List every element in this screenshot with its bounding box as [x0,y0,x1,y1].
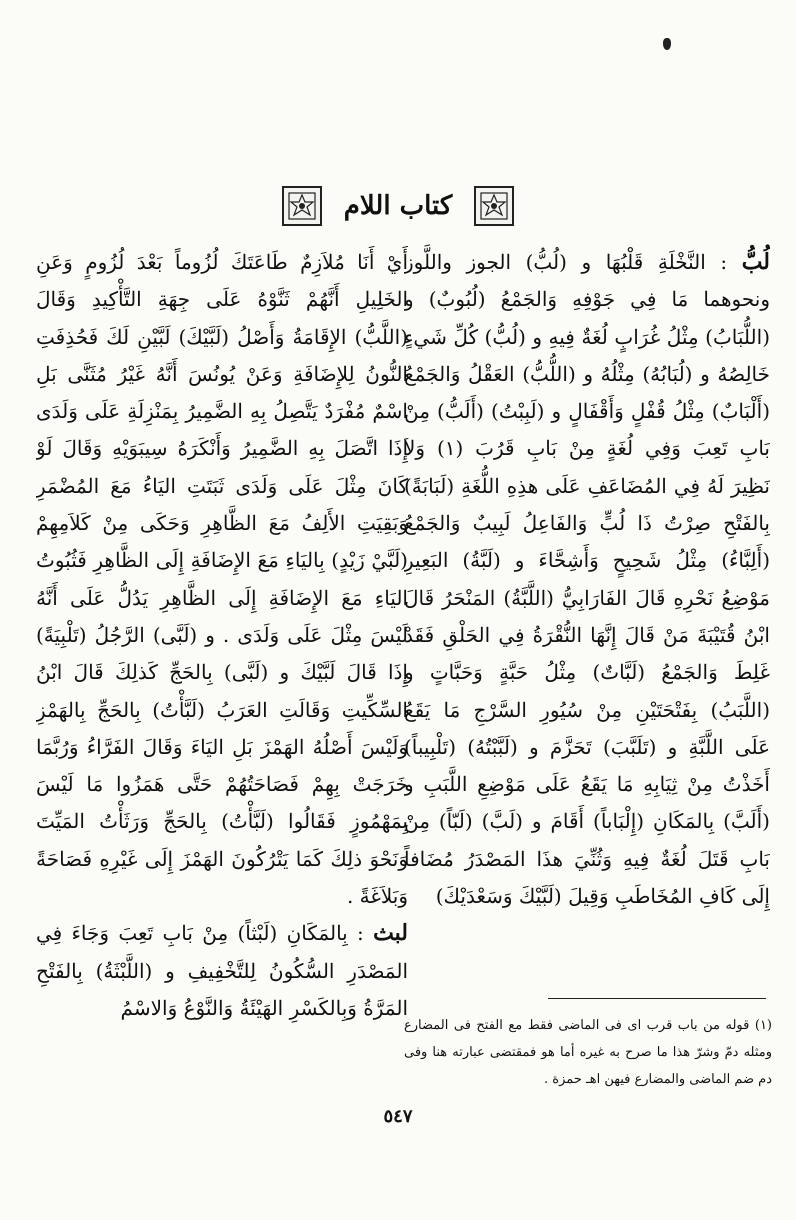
ink-mark [663,38,671,50]
footnote-divider [548,998,766,999]
right-column [404,244,770,984]
entry-lubb [404,244,770,915]
entry-headword: لُبُّ [741,249,770,275]
entry-continuation: أَيْ أَنَا مُلاَزِمٌ طَاعَتَكَ لُزُوماً بَعْدَ لُزُومٍ وَعَنِ الخَلِيلِ أَنَّهُمْ ثَنَّوْهُ عَلَى جِهَةِ التَّأْكِيدِ وَقَالَ (اللَّبُّ) الإِقَامَةُ وَأَصْلُ (لَبَّيْكَ) لَبَّيْنِ لَكَ فَحُذِفَتِ النُّونُ لِلإِضَافَةِ وَعَنْ يُونُسَ أَنَّهُ غَيْرُ مُثَنَّى بَلِ اسْمٌ مُفْرَدٌ يَتَّصِلُ بِهِ الضَّمِيرُ بِمَنْزِلَةِ عَلَى وَلَدَى إِذَا اتَّصَلَ بِهِ الضَّمِيرُ وَأَنْكَرَهُ سِيبَوَيْهِ وَقَالَ لَوْ كَانَ مِثْلَ عَلَى وَلَدَى ثَبَتَتِ اليَاءُ مَعَ المُضْمَرِ وَبَقِيَتِ الأَلِفُ مَعَ الظَّاهِرِ وَحَكَى مِنْ كَلاَمِهِمْ (لَبَّيْ زَيْدٍ) بِاليَاءِ مَعَ الإِضَافَةِ إِلَى الظَّاهِرِ فَثُبُوتُ اليَاءِ مَعَ الإِضَافَةِ إِلَى الظَّاهِرِ يَدُلُّ عَلَى أَنَّهُ لَيْسَ مِثْلَ عَلَى وَلَدَى . و (لَبَّى) الرَّجُلُ (تَلْبِيَةً) إِذَا قَالَ لَبَّيْكَ و (لَبَّى) بِالحَجِّ كَذلِكَ قَالَ ابْنُ السِّكِّيتِ وَقَالَتِ العَرَبُ (لَبَّأْتُ) بِالحَجِّ بِالهَمْزِ وَلَيْسَ أَصْلُهُ الهَمْزَ بَلِ اليَاءَ وَقَالَ الفَرَّاءُ وَرُبَّمَا خَرَجَتْ بِهِمْ فَصَاحَتُهُمْ حَتَّى هَمَزُوا مَا لَيْسَ بِمَهْمُوزٍ فَقَالُوا (لَبَّأْتُ) بِالحَجِّ وَرَثَأْتُ المَيِّتَ وَنَحْوَ ذلِكَ كَمَا يَتْرُكُونَ الهَمْزَ إِلَى غَيْرِهِ فَصَاحَةً وَبَلاَغَةً . [36,250,408,909]
footnote: (١) قوله من باب قرب اى فى الماضى فقط مع الفتح فى المضارع ومثله دمّ وشرّ هذا ما صرح به غيره أما هو فمقتضى عبارته هنا وفى دم ضم الماضى والمضارع فيهن اهـ حمزة . [404,1018,772,1087]
chapter-header [0,178,796,234]
page-number: ٥٤٧ [383,1106,413,1127]
entry-labith [36,915,408,1027]
entry-headword: لبث [373,920,408,947]
entry-body: : النَّخْلَةِ قَلْبُهَا و (لُبُّ) الجوز واللَّوز ونحوهما مَا فِي جَوْفِهِ وَالجَمْعُ (لُبُوبٌ) و (اللُّبَابُ) مِثْلُ غُرَابٍ لُغَةٌ فِيهِ و (لُبُّ) كُلِّ شَيءٍ خَالِصُهُ و (لُبَابُهُ) مِثْلُهُ و (اللُّبُّ) العَقْلُ وَالجَمْعُ (أَلْبَابٌ) مِثْلُ قُفْلٍ وَأَقْفَالٍ و (لَبِبْتُ) (أَلَبُّ) مِنْ بَابِ تَعِبَ وَفِي لُغَةٍ مِنْ بَابِ قَرُبَ (١) وَلاَ نَظِيرَ لَهُ فِي المُضَاعَفِ عَلَى هذِهِ اللُّغَةِ (لَبَابَةً) بِالفَتْحِ صِرْتُ ذَا لُبٍّ وَالفَاعِلُ لَبِيبٌ وَالجَمْعُ (أَلِبَّاءُ) مِثْلُ شَحِيحٍ وَأَشِحَّاءَ و (لَبَّةُ) البَعِيرِ مَوْضِعُ نَحْرِهِ قَالَ الفَارَابِيُّ (اللَّبَّةُ) المَنْحَرُ قَالَ ابْنُ قُتَيْبَةَ مَنْ قَالَ إِنَّهَا النُّقْرَةُ فِي الحَلْقِ فَقَدْ غَلِطَ وَالجَمْعُ (لَبَّاتٌ) مِثْلُ حَبَّةٍ وَحَبَّاتٍ و (اللَّبَبُ) بِفَتْحَتَيْنِ مِنْ سُيُورِ السَّرْجِ مَا يَقَعُ عَلَى اللَّبَّةِ و (تَلَبَّبَ) تَحَزَّمَ و (لَبَّبْتُهُ) (تَلْبِيباً) أَخَذْتُ مِنْ ثِيَابِهِ مَا يَقَعُ عَلَى مَوْضِعِ اللَّبَبِ و (أَلَبَّ) بِالمَكَانِ (إِلْبَاباً) أَقَامَ و (لَبَّ) (لَبّاً) مِنْ بَابِ قَتَلَ لُغَةٌ فِيهِ وَثُنِّيَ هذَا المَصْدَرُ مُضَافاً إِلَى كَافِ المُخَاطَبِ وَقِيلَ (لَبَّيْكَ وَسَعْدَيْكَ) [404,250,770,909]
chapter-title: كتاب اللام [343,191,453,221]
entry-body: : بِالمَكَانِ (لَبْثاً) مِنْ بَابِ تَعِبَ وَجَاءَ فِي المَصْدَرِ السُّكُونُ لِلتَّخْفِيفِ و (اللَّبْثَةُ) بِالفَتْحِ المَرَّةُ وَبِالكَسْرِ الهَيْئَةُ وَالنَّوْعُ وَالاسْمُ [36,921,408,1020]
octagram-ornament-icon [474,186,514,226]
octagram-ornament-icon [282,186,322,226]
left-column [36,244,408,1104]
